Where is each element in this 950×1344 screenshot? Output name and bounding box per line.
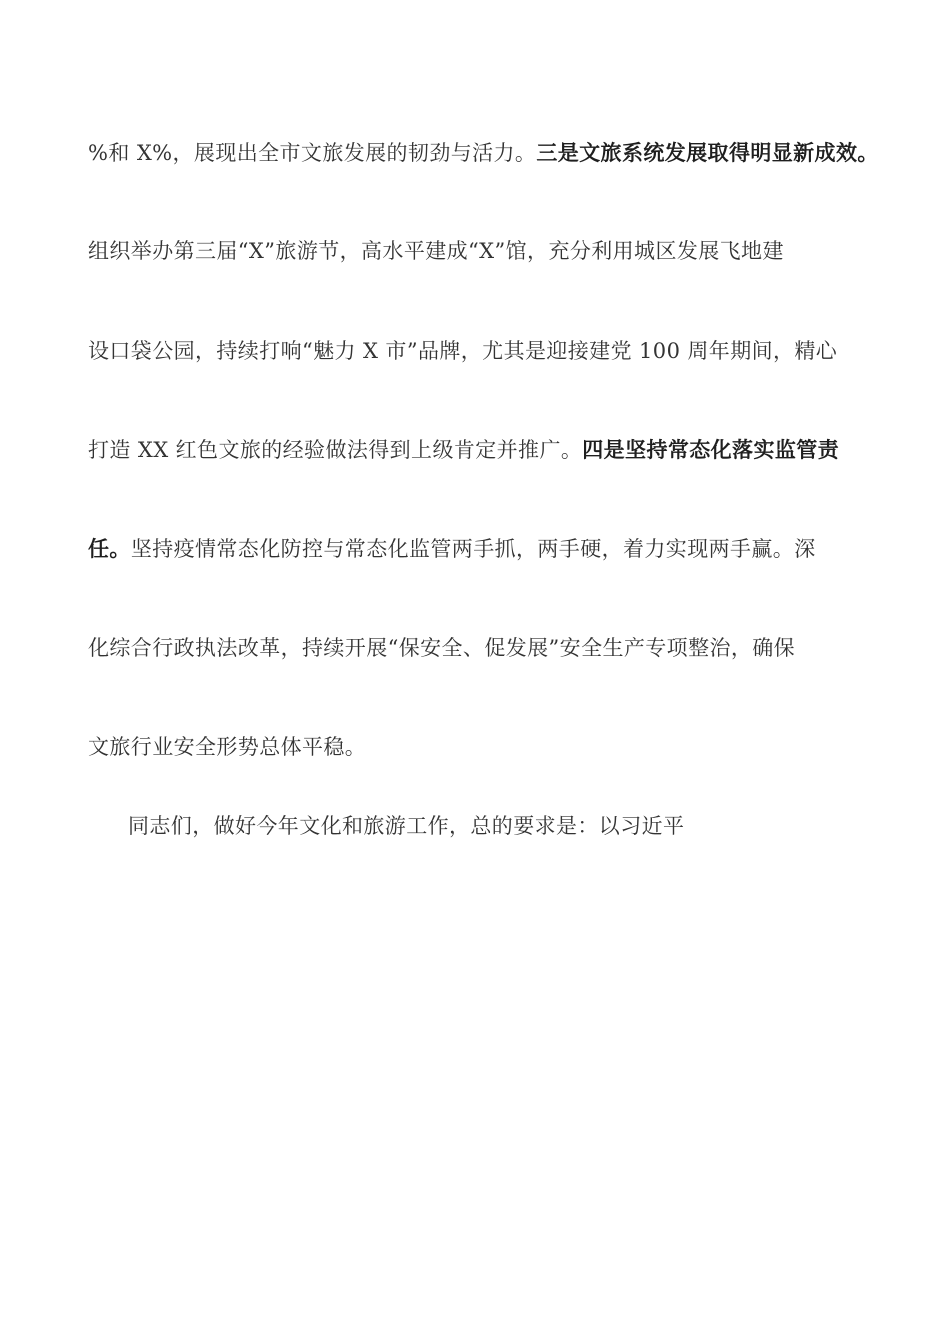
line-4-normal: 打造 XX 红色文旅的经验做法得到上级肯定并推广。 — [88, 438, 583, 462]
text-line-2 — [88, 236, 784, 266]
line-2-normal: 组织举办第三届“X”旅游节，高水平建成“X”馆，充分利用城区发展飞地建 — [88, 239, 784, 263]
text-line-1 — [88, 138, 879, 168]
line-5-normal: 坚持疫情常态化防控与常态化监管两手抓，两手硬，着力实现两手赢。深 — [130, 537, 816, 561]
line-5-bold-lead: 任。 — [88, 536, 131, 561]
line-1-normal: %和 X%，展现出全市文旅发展的韧劲与活力。 — [88, 141, 537, 165]
line-6-normal: 化综合行政执法改革，持续开展“保安全、促发展”安全生产专项整治，确保 — [88, 636, 796, 660]
text-line-5 — [88, 534, 816, 564]
text-line-3 — [88, 336, 837, 366]
line-4-bold: 四是坚持常态化落实监管责 — [582, 437, 840, 462]
line-8-normal: 同志们，做好今年文化和旅游工作，总的要求是：以习近平 — [128, 814, 685, 838]
line-1-bold: 三是文旅系统发展取得明显新成效。 — [536, 140, 879, 165]
line-3-normal: 设口袋公园，持续打响“魅力 X 市”品牌，尤其是迎接建党 100 周年期间，精心 — [88, 339, 838, 363]
text-line-4 — [88, 435, 839, 465]
text-line-6 — [88, 633, 795, 663]
paragraph-2-line-1 — [128, 811, 684, 841]
line-7-normal: 文旅行业安全形势总体平稳。 — [88, 735, 367, 759]
text-line-7 — [88, 732, 366, 762]
